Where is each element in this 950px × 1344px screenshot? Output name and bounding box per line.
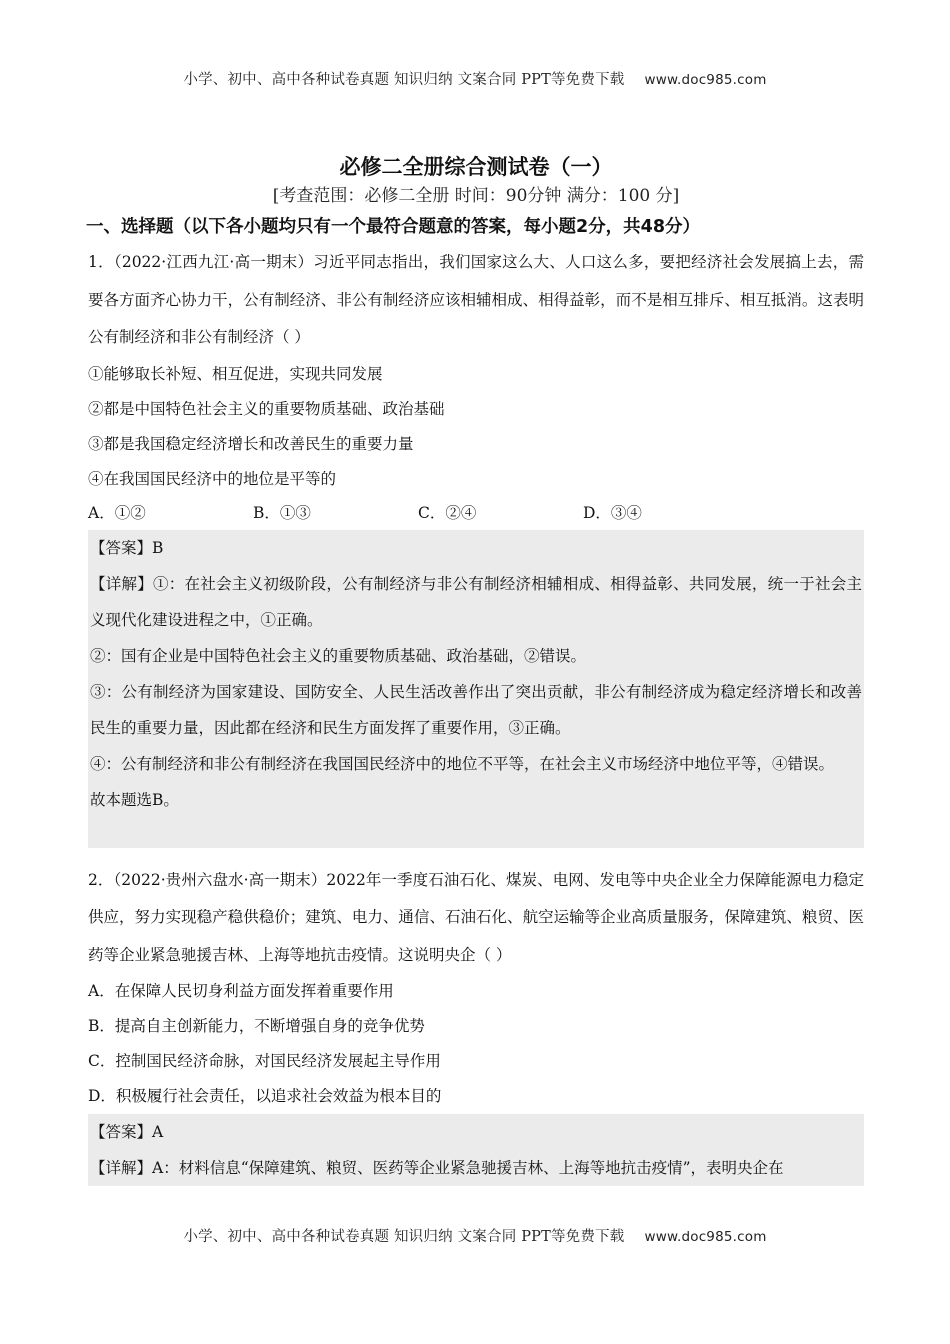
statement-2: ②都是中国特色社会主义的重要物质基础、政治基础 xyxy=(88,399,445,418)
detail-start: 【详解】A：材料信息“保障建筑、粮贸、医药等企业紧急驰援吉林、上海等地抗击疫情”，表明央企在 xyxy=(90,1159,784,1177)
answer-box xyxy=(88,1114,864,1186)
statement-1: ①能够取长补短、相互促进，实现共同发展 xyxy=(88,364,383,383)
option-row xyxy=(88,497,864,530)
statement-3: ③都是我国稳定经济增长和改善民生的重要力量 xyxy=(88,434,414,453)
detail-1: 【详解】①：在社会主义初级阶段，公有制经济与非公有制经济相辅相成、相得益彰、共同发展，统一于社会主义现代化建设进程之中，①正确。 xyxy=(90,574,862,629)
page-footer xyxy=(0,1225,950,1246)
question-2 xyxy=(88,862,864,1187)
answer-label: 【答案】A xyxy=(90,1123,164,1141)
option-a: A．①② xyxy=(88,503,146,522)
document-body xyxy=(88,152,864,1186)
header-text: 小学、初中、高中各种试卷真题 知识归纳 文案合同 PPT等免费下载 xyxy=(183,72,625,88)
option-d: D．积极履行社会责任，以追求社会效益为根本目的 xyxy=(88,1087,442,1105)
answer-label: 【答案】B xyxy=(90,538,164,557)
page-header xyxy=(0,68,950,89)
footer-site: www.doc985.com xyxy=(644,1229,767,1245)
option-b: B．提高自主创新能力，不断增强自身的竞争优势 xyxy=(88,1017,425,1035)
header-site: www.doc985.com xyxy=(644,72,767,88)
option-c: C．②④ xyxy=(418,503,477,522)
question-stem: 2．（2022·贵州六盘水·高一期末）2022年一季度石油石化、煤炭、电网、发电等中央企业全力保障能源电力稳定供应，努力实现稳产稳供稳价；建筑、电力、通信、石油石化、航空运输等企业高质量服务，保障建筑、粮贸、医药等企业紧急驰援吉林、上海等地抗击疫情。这说明央企（ ） xyxy=(88,870,864,964)
question-1 xyxy=(88,244,864,848)
footer-text: 小学、初中、高中各种试卷真题 知识归纳 文案合同 PPT等免费下载 xyxy=(183,1229,625,1245)
option-c: C．控制国民经济命脉，对国民经济发展起主导作用 xyxy=(88,1052,441,1070)
detail-2: ②：国有企业是中国特色社会主义的重要物质基础、政治基础，②错误。 xyxy=(90,646,587,665)
statement-4: ④在我国国民经济中的地位是平等的 xyxy=(88,469,337,488)
detail-4: ④：公有制经济和非公有制经济在我国国民经济中的地位不平等，在社会主义市场经济中地位平等，④错误。 xyxy=(90,754,835,773)
detail-conclusion: 故本题选B。 xyxy=(90,790,179,809)
page-title: 必修二全册综合测试卷（一） xyxy=(339,155,613,179)
section-heading: 一、选择题（以下各小题均只有一个最符合题意的答案，每小题2分，共48分） xyxy=(86,217,701,237)
detail-3: ③：公有制经济为国家建设、国防安全、人民生活改善作出了突出贡献，非公有制经济成为稳定经济增长和改善民生的重要力量，因此都在经济和民生方面发挥了重要作用，③正确。 xyxy=(90,682,862,737)
option-a: A．在保障人民切身利益方面发挥着重要作用 xyxy=(88,982,394,1000)
answer-box xyxy=(88,530,864,848)
option-d: D．③④ xyxy=(583,503,642,522)
question-stem: 1．（2022·江西九江·高一期末）习近平同志指出，我们国家这么大、人口这么多，要把经济社会发展搞上去，需要各方面齐心协力干，公有制经济、非公有制经济应该相辅相成、相得益彰，而不是相互排斥、相互抵消。这表明公有制经济和非公有制经济（ ） xyxy=(88,253,864,346)
option-b: B．①③ xyxy=(253,503,311,522)
exam-scope: [考查范围：必修二全册 时间：90分钟 满分：100 分] xyxy=(272,186,680,206)
